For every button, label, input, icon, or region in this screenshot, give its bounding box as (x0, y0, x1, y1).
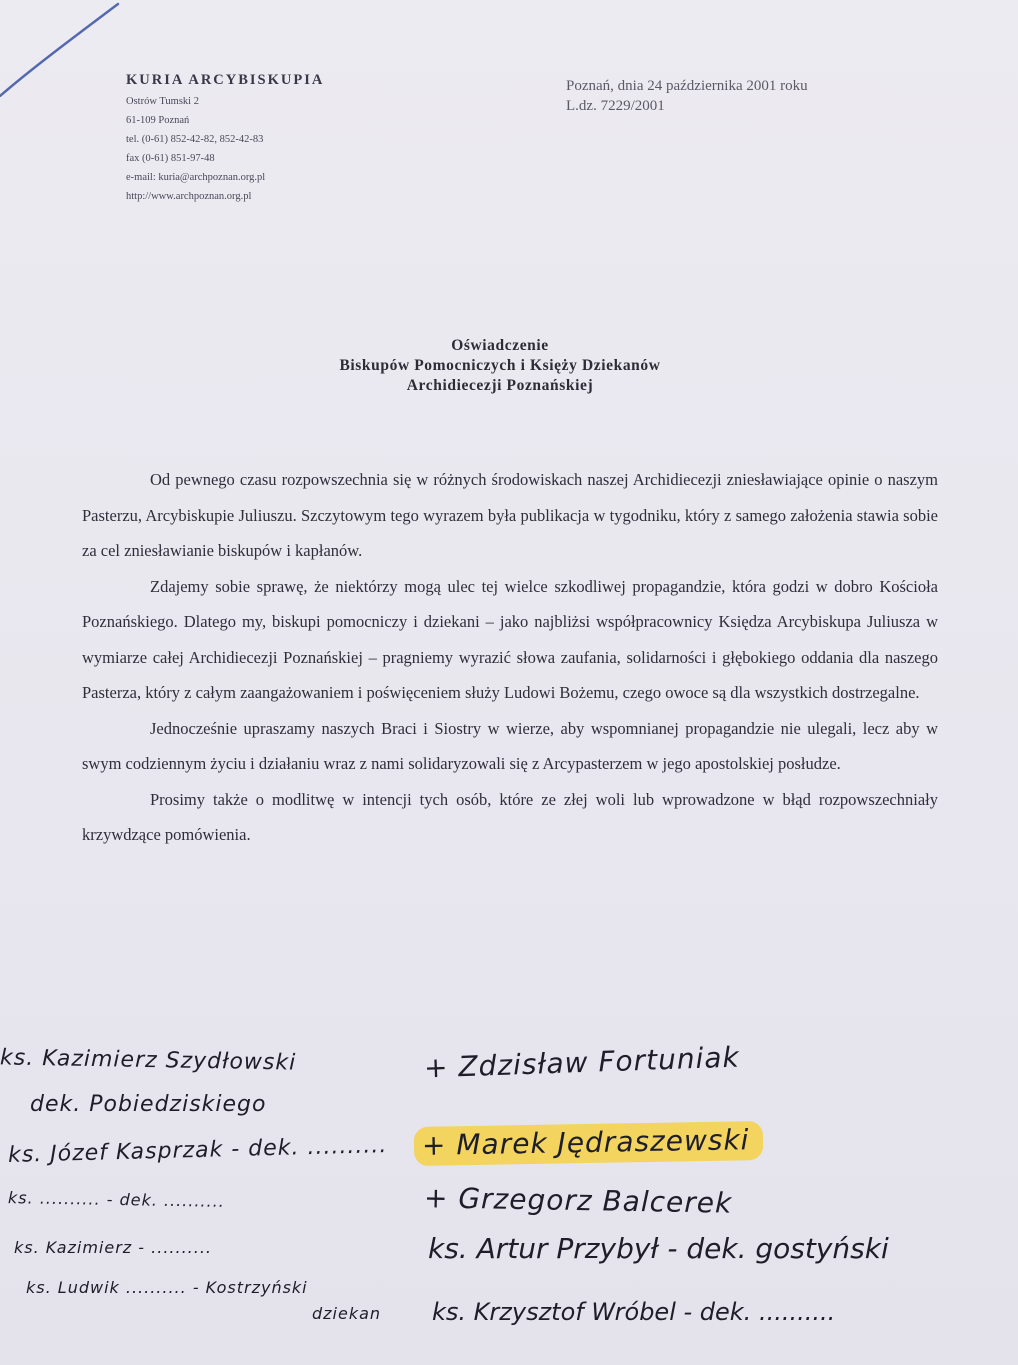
letterhead-fax: fax (0-61) 851-97-48 (126, 153, 215, 164)
letterhead-website: http://www.archpoznan.org.pl (126, 191, 252, 202)
letterhead-org-name: KURIA ARCYBISKUPIA (126, 72, 325, 88)
signatures-area (0, 1020, 1018, 1365)
signature-left-3: ks. Józef Kasprzak - dek. .......... (7, 1133, 388, 1168)
body-paragraph-1: Od pewnego czasu rozpowszechnia się w różnych środowiskach naszej Archidiecezji zniesławiające opinie o naszym Pasterzu, Arcybiskupie Juliuszu. Szczytowym tego wyrazem była publikacja w tygodniku, który z samego założenia stawia sobie za cel zniesławianie biskupów i kapłanów. (82, 470, 938, 560)
signature-left-4: ks. .......... - dek. .......... (7, 1188, 226, 1211)
date-block (566, 76, 966, 116)
body-paragraph-3: Jednocześnie upraszamy naszych Braci i Siostry w wierze, aby wspomnianej propagandzie nie ulegali, lecz aby w swym codziennym życiu i działaniu wraz z nami solidaryzowali się z Arcypasterzem w jego apostolskiej posłudze. (82, 718, 938, 773)
place-date: Poznań, dnia 24 października 2001 roku (566, 78, 808, 94)
letterhead-address-line2: 61-109 Poznań (126, 115, 190, 126)
signature-right-3: + Grzegorz Balcerek (423, 1181, 733, 1220)
signature-left-2: dek. Pobiedziskiego (30, 1092, 267, 1117)
signature-left-1: ks. Kazimierz Szydłowski (0, 1045, 297, 1076)
letterhead-email: e-mail: kuria@archpoznan.org.pl (126, 172, 266, 183)
title-line2: Biskupów Pomocniczych i Księży Dziekanów (339, 357, 661, 374)
letterhead-phone: tel. (0-61) 852-42-82, 852-42-83 (126, 134, 264, 145)
signature-right-2-highlighted: + Marek Jędraszewski (414, 1121, 764, 1166)
letterhead-address-line1: Ostrów Tumski 2 (126, 96, 199, 107)
reference-number: L.dz. 7229/2001 (566, 98, 665, 114)
title-line1: Oświadczenie (451, 337, 549, 354)
body-paragraph-4: Prosimy także o modlitwę w intencji tych osób, które ze złej woli lub wprowadzone w błąd rozpowszechniały krzywdzące pomówienia. (82, 789, 938, 844)
document-body (82, 462, 938, 853)
signature-right-4: ks. Artur Przybył - dek. gostyński (428, 1232, 889, 1265)
letterhead (126, 70, 426, 206)
signature-left-7: dziekan (312, 1304, 382, 1323)
body-paragraph-2: Zdajemy sobie sprawę, że niektórzy mogą ulec tej wielce szkodliwej propagandzie, która godzi w dobro Kościoła Poznańskiego. Dlatego my, biskupi pomocniczy i dziekani – jako najbliżsi współpracownicy Księdza Arcybiskupa Juliusza w wymiarze całej Archidiecezji Poznańskiej – pragniemy wyrazić słowa zaufania, solidarności i głębokiego oddania dla naszego Pasterza, który z całym zaangażowaniem i poświęceniem służy Ludowi Bożemu, czego owoce są dla wszystkich dostrzegalne. (82, 576, 938, 702)
signature-right-1: + Zdzisław Fortuniak (423, 1040, 741, 1085)
document-title (200, 336, 800, 396)
pen-stroke-mark (0, 0, 120, 110)
signature-right-5: ks. Krzysztof Wróbel - dek. .......... (432, 1298, 836, 1326)
signature-left-5: ks. Kazimierz - .......... (14, 1238, 212, 1257)
signature-left-6: ks. Ludwik .......... - Kostrzyński (26, 1278, 308, 1297)
title-line3: Archidiecezji Poznańskiej (406, 377, 594, 394)
